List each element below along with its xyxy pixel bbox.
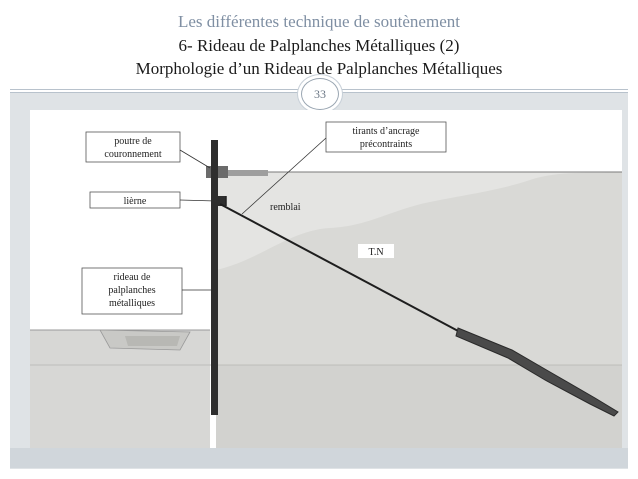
waling-label: lièrne bbox=[123, 196, 147, 207]
natural-ground-label: T.N bbox=[368, 247, 384, 258]
capping-beam-label-line1: poutre de bbox=[114, 136, 152, 147]
label-sheet-pile-wall bbox=[82, 268, 182, 314]
wall-label-line3: métalliques bbox=[108, 298, 156, 309]
backfill-label: remblai bbox=[270, 202, 301, 213]
slide-subtitle: 6- Rideau de Palplanches Métalliques (2) bbox=[178, 36, 460, 55]
sheet-pile-diagram bbox=[30, 110, 622, 450]
capping-beam-label-line2: couronnement bbox=[104, 149, 162, 160]
capping-slab bbox=[228, 170, 268, 176]
lower-stratum bbox=[216, 365, 622, 450]
label-natural-ground bbox=[358, 244, 394, 258]
slide-footer-bar bbox=[10, 448, 628, 468]
anchors-label-line1: tirants d’ancrage bbox=[352, 126, 420, 137]
page-number-badge: 33 bbox=[301, 78, 339, 110]
blinding-layer bbox=[125, 336, 180, 346]
anchors-label-line2: précontraints bbox=[359, 139, 413, 150]
wall-label-line2: palplanches bbox=[108, 285, 156, 296]
wall-label-line1: rideau de bbox=[113, 272, 151, 283]
section-title: Les différentes technique de soutènement bbox=[178, 12, 460, 31]
label-anchors bbox=[326, 122, 446, 152]
slide-heading: Morphologie d’un Rideau de Palplanches Métalliques bbox=[135, 59, 503, 78]
sheet-pile-wall bbox=[211, 140, 218, 415]
label-capping-beam bbox=[86, 132, 180, 162]
label-waling bbox=[90, 192, 180, 208]
